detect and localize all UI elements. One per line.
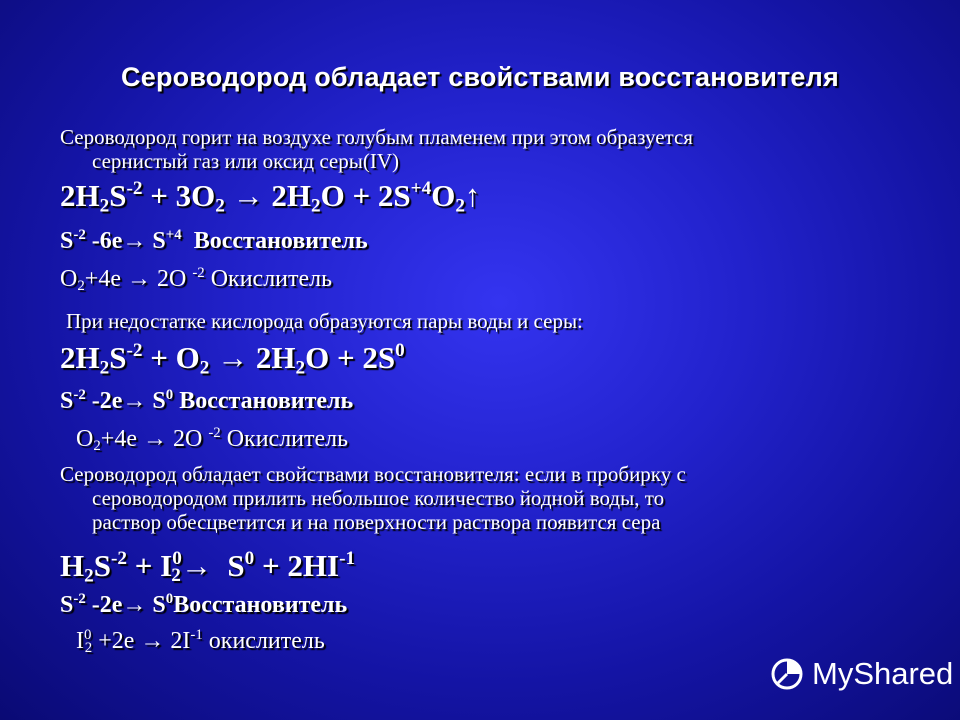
intro-paragraph [60, 125, 890, 173]
half-reaction-reducer-2: $S^{-2}$ $-2e\to S^0$ Восстановитель [60, 386, 354, 414]
oxygen-shortage-note: При недостатке кислорода образуются пары воды и серы: [66, 309, 583, 333]
iodine-line-1: Сероводород обладает свойствами восстановителя: если в пробирку с [60, 462, 686, 486]
iodine-line-2: сероводородом прилить небольшое количество йодной воды, то [92, 486, 665, 510]
half-reaction-oxidizer-3: $I^0_2 +2e \to 2I^{-1}$ окислитель [76, 626, 325, 657]
half-reaction-reducer-3: $S^{-2}$ $-2e\to S^0Восстановитель$ [60, 590, 348, 618]
myshared-logo [770, 656, 953, 692]
slide-title: Сероводород обладает свойствами восстановителя [121, 62, 839, 92]
intro-line-1: Сероводород горит на воздухе голубым пламенем при этом образуется [60, 125, 693, 149]
equation-combustion: $2H_2S^{-2} + 3O_2 \to 2H_2O$ + $2S^{+4}O_2↑$ [60, 178, 481, 217]
equation-iodine: $H_2S^{-2} + I^0_2\to S^0 + 2HI^{-1}$ [60, 548, 356, 587]
half-reaction-oxidizer-1: $O_2+4e \to 2O$ $^{-2}$ Окислитель [60, 264, 333, 295]
logo-text: MyShared [812, 656, 954, 691]
iodine-paragraph [60, 462, 890, 534]
equation-incomplete-combustion: $2H_2S^{-2} + O_2 \to 2H_2O + 2S^0$ [60, 340, 405, 379]
pie-chart-logo-icon [770, 657, 804, 691]
intro-line-2: сернистый газ или оксид серы(IV) [92, 149, 399, 173]
iodine-line-3: раствор обесцветится и на поверхности раствора появится сера [92, 510, 661, 534]
half-reaction-oxidizer-2: $O_2+4e \to 2O$ $^{-2}$ Окислитель [76, 424, 349, 455]
half-reaction-reducer-1: $S^{-2}$ $-6e\to S^{+4}$ Восстановитель [60, 226, 368, 254]
